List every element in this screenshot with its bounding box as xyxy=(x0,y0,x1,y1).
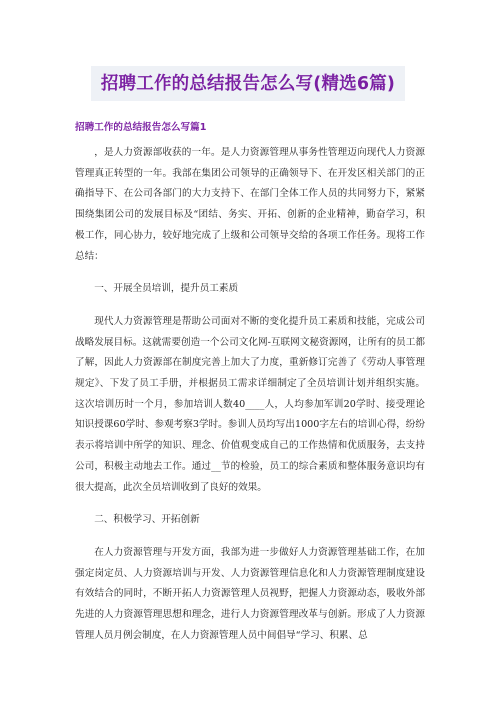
section-heading: 一、开展全员培训，提升员工素质 xyxy=(94,283,239,295)
body-paragraph: ，是人力资源部收获的一年。是人力资源管理从事务性管理迈向现代人力资源管理真正转型的一年。我部在集团公司领导的正确领导下、在开发区相关部门的正确指导下、在公司各部门的大力支持下、在部门全体工作人员的共同努力下，紧紧围绕集团公司的发展目标及“团结、务实、开拓、创新的企业精神，勤奋学习，积极工作，同心协力，较好地完成了上级和公司领导交给的各项工作任务。现将工作总结： xyxy=(75,147,425,262)
section-heading: 二、积极学习、开拓创新 xyxy=(94,514,200,526)
title-banner xyxy=(0,66,496,101)
body-paragraph: 现代人力资源管理是帮助公司面对不断的变化提升员工素质和技能，完成公司战略发展目标。这就需要创造一个公司文化网-互联网文秘资源网，让所有的员工都了解，因此人力资源部在制度完善上加大了力度，重新修订完善了《劳动人事管理规定》、下发了员工手册，并根据员工需求详细制定了全员培训计划并组织实施。这次培训历时一个月，参加培训人数40____人，人均参加军训20学时、接受理论知识授课60学时、参观考察3学时。参训人员均写出1000字左右的培训心得，纷纷表示将培训中所学的知识、理念、价值观变成自己的工作热情和优质服务，去支持公司，积极主动地去工作。通过__节的检验，员工的综合素质和整体服务意识均有很大提高，此次全员培训收到了良好的效果。 xyxy=(75,315,425,493)
body-paragraph: 在人力资源管理与开发方面，我部为进一步做好人力资源管理基础工作，在加强定岗定员、人力资源培训与开发、人力资源管理信息化和人力资源管理制度建设有效结合的同时，不断开拓人力资源管理人员视野，把握人力资源动态，吸收外部先进的人力资源管理思想和理念，进行人力资源管理改革与创新。形成了人力资源管理人员月例会制度，在人力资源管理人员中间倡导“学习、积累、总 xyxy=(75,546,425,641)
section-title: 招聘工作的总结报告怎么写篇1 xyxy=(75,122,207,133)
document-body xyxy=(75,143,425,646)
page-title: 招聘工作的总结报告怎么写(精选6篇) xyxy=(91,66,405,101)
